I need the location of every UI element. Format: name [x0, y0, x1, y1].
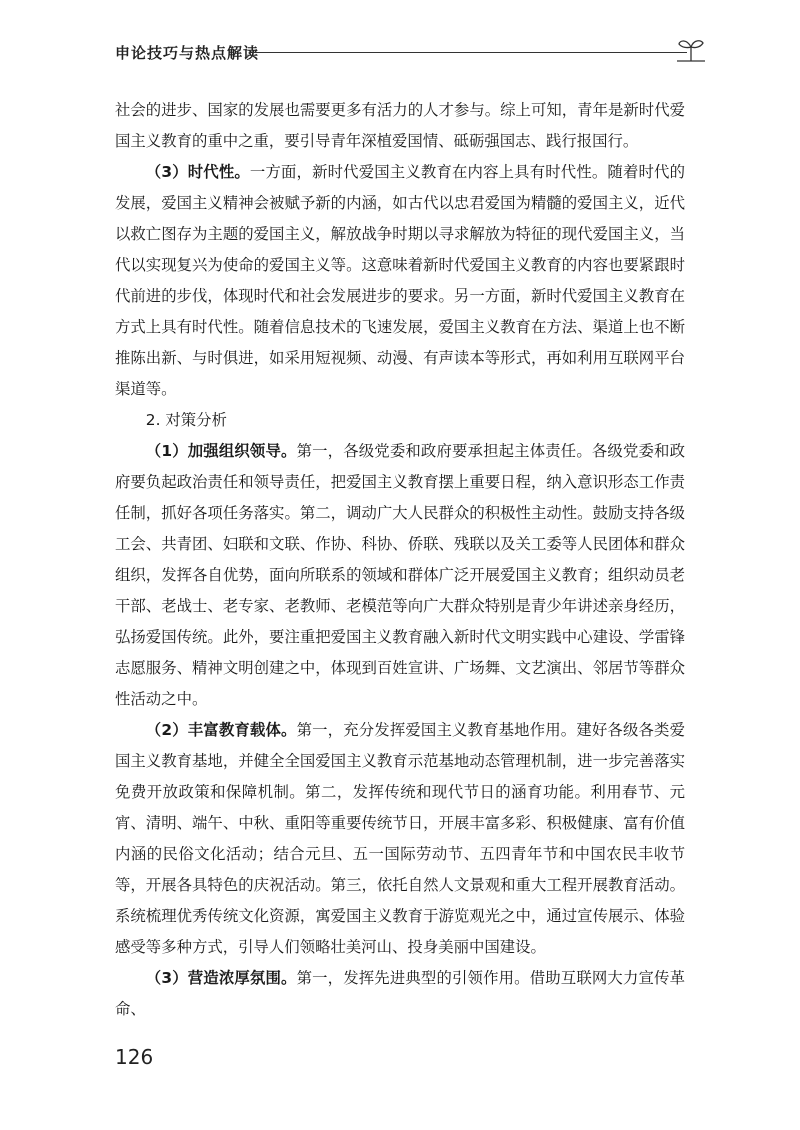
- paragraph-carriers: [115, 715, 685, 963]
- paragraph-continuation: 社会的进步、国家的发展也需要更多有活力的人才参与。综上可知，青年是新时代爱国主义教育的重中之重，要引导青年深植爱国情、砥砺强国志、践行报国行。: [115, 101, 685, 150]
- paragraph-body: 第一，发挥先进典型的引领作用。借助互联网大力宣传革命、: [115, 969, 685, 1018]
- section-title: 2. 对策分析: [145, 411, 227, 429]
- paragraph-lead: （2）丰富教育载体。: [145, 721, 297, 739]
- paragraph-body: 第一，各级党委和政府要承担起主体责任。各级党委和政府要负起政治责任和领导责任，把爱国主义教育摆上重要日程，纳入意识形态工作责任制，抓好各项任务落实。第二，调动广大人民群众的积极性主动性。鼓励支持各级工会、共青团、妇联和文联、作协、科协、侨联、残联以及关工委等人民团体和群众组织，发挥各自优势，面向所联系的领域和群体广泛开展爱国主义教育；组织动员老干部、老战士、老专家、老教师、老模范等向广大群众特别是青少年讲述亲身经历，弘扬爱国传统。此外，要注重把爱国主义教育融入新时代文明实践中心建设、学雷锋志愿服务、精神文明创建之中，体现到百姓宣讲、广场舞、文艺演出、邻居节等群众性活动之中。: [115, 442, 685, 708]
- body-text: [115, 95, 685, 1025]
- header-rule: [249, 52, 687, 53]
- paragraph-leadership: [115, 436, 685, 715]
- paragraph-lead: （3）营造浓厚氛围。: [145, 969, 297, 987]
- paragraph-atmosphere: [115, 963, 685, 1025]
- page-number: 126: [115, 1045, 154, 1069]
- paragraph-body: 一方面，新时代爱国主义教育在内容上具有时代性。随着时代的发展，爱国主义精神会被赋予新的内涵，如古代以忠君爱国为精髓的爱国主义，近代以救亡图存为主题的爱国主义，解放战争时期以寻求解放为特征的现代爱国主义，当代以实现复兴为使命的爱国主义等。这意味着新时代爱国主义教育的内容也要紧跟时代前进的步伐，体现时代和社会发展进步的要求。另一方面，新时代爱国主义教育在方式上具有时代性。随着信息技术的飞速发展，爱国主义教育在方法、渠道上也不断推陈出新、与时俱进，如采用短视频、动漫、有声读本等形式，再如利用互联网平台渠道等。: [115, 163, 685, 398]
- sprout-icon: [677, 36, 705, 62]
- header-title: 申论技巧与热点解读: [115, 44, 260, 62]
- running-header: [115, 36, 705, 66]
- paragraph-lead: （1）加强组织领导。: [145, 442, 297, 460]
- paragraph-body: 第一，充分发挥爱国主义教育基地作用。建好各级各类爱国主义教育基地，并健全全国爱国主义教育示范基地动态管理机制，进一步完善落实免费开放政策和保障机制。第二，发挥传统和现代节日的涵育功能。利用春节、元宵、清明、端午、中秋、重阳等重要传统节日，开展丰富多彩、积极健康、富有价值内涵的民俗文化活动；结合元旦、五一国际劳动节、五四青年节和中国农民丰收节等，开展各具特色的庆祝活动。第三，依托自然人文景观和重大工程开展教育活动。系统梳理优秀传统文化资源，寓爱国主义教育于游览观光之中，通过宣传展示、体验感受等多种方式，引导人们领略壮美河山、投身美丽中国建设。: [115, 721, 685, 956]
- paragraph-timeliness: [115, 157, 685, 405]
- paragraph-lead: （3）时代性。: [145, 163, 250, 181]
